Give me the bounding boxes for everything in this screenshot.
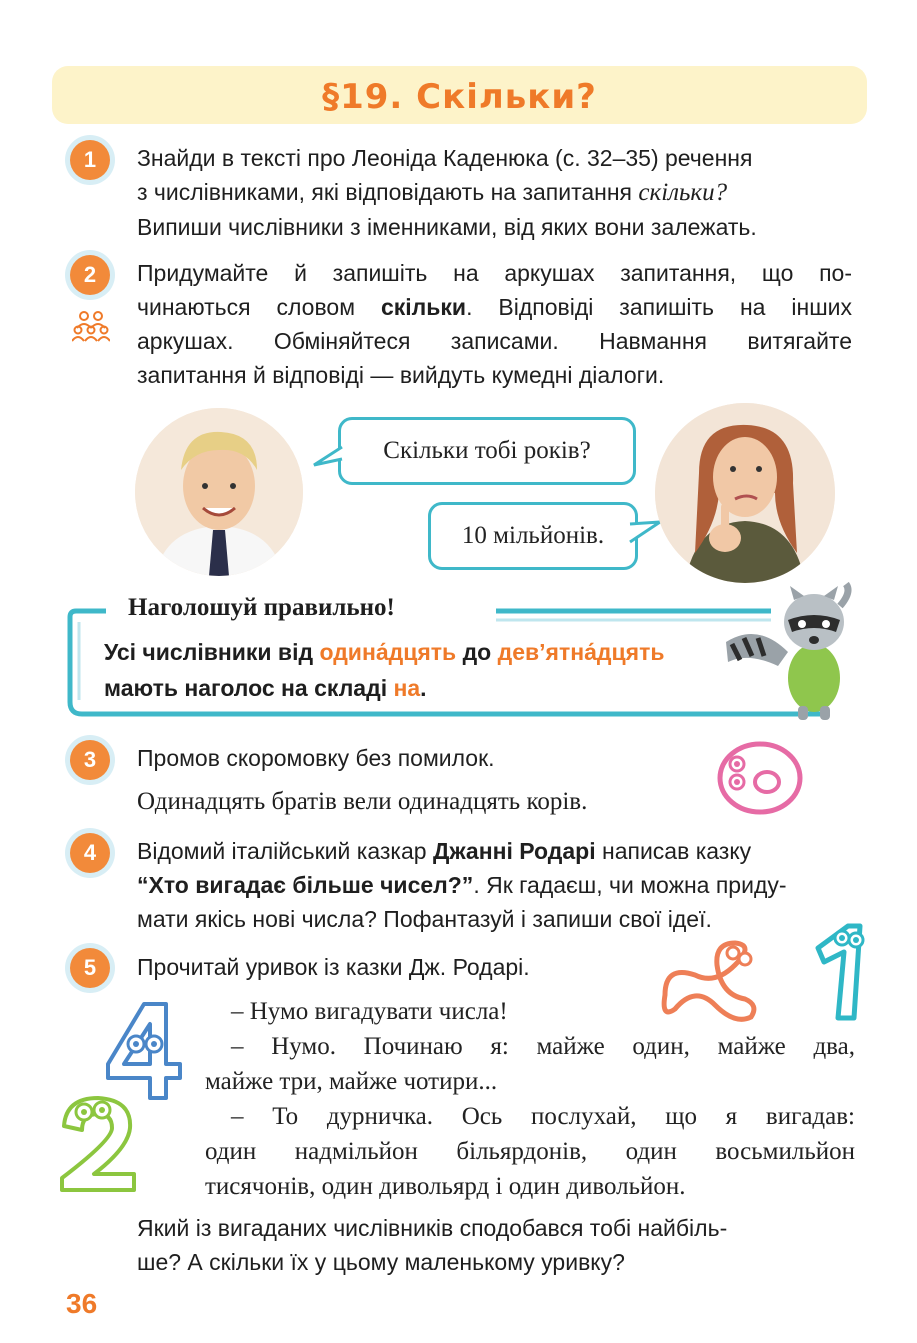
task-number-4: 4 [70,833,110,873]
task-number-2: 2 [70,255,110,295]
task-2-line: аркушах. Обміняйтеся записами. Навмання витягайте [137,328,852,354]
task-4-text [137,834,859,936]
excerpt-line: майже три, майже чотири... [205,1068,498,1095]
boy-photo [135,408,303,576]
speech-bubble-answer: 10 мільйонів. [428,502,638,570]
excerpt-line: – Нумо. Починаю я: майже один, майже два, [231,1033,855,1060]
task-1-line: Знайди в тексті про Леоніда Каденюка (с. 32–35) речення [137,145,753,171]
final-question-line: ше? А скільки їх у цьому маленькому уривку? [137,1249,625,1275]
speech-bubble-question: Скільки тобі років? [338,417,636,485]
girl-photo [655,403,835,583]
task-number-5: 5 [70,948,110,988]
excerpt-line: тисячонів, один дивольярд і один дивольйон. [205,1173,686,1200]
bubble-tail-right [628,520,662,546]
final-question-line: Який із вигаданих числівників сподобався тобі найбіль- [137,1215,728,1241]
task-1-line: Випиши числівники з іменниками, від яких вони залежать. [137,214,757,240]
task-4-line: мати якісь нові числа? Пофантазуй і запиши свої ідеї. [137,906,712,932]
excerpt-line: – Нумо вигадувати числа! [231,998,508,1025]
rule-text [104,634,724,706]
task-number-1: 1 [70,140,110,180]
story-excerpt [205,994,855,1204]
final-question [137,1211,857,1279]
page-title: §19. Скільки? [322,77,597,117]
task-3-instruction: Промов скоромовку без помилок. [137,745,495,771]
task-2-line: запитання й відповіді — вийдуть кумедні діалоги. [137,362,665,388]
rule-line: мають наголос на складі на. [104,675,427,701]
number-2-character [54,1092,142,1196]
task-4-line: Відомий італійський казкар Джанні Родарі написав казку [137,838,752,864]
number-0-character [715,738,805,818]
excerpt-line: – То дурничка. Ось послухай, що я вигадав: [231,1103,855,1130]
task-1-line: з числівниками, які відповідають на запитання скільки? [137,179,728,206]
task-number-3: 3 [70,740,110,780]
rule-line: Усі числівники від одина́дцять до дев’ятна́дцять [104,639,665,665]
bubble-tail-left [312,445,344,469]
page-number: 36 [66,1288,98,1319]
number-4-character [104,998,186,1104]
rule-title: Наголошуй правильно! [128,594,395,621]
group-work-icon [72,310,110,342]
task-1-text [137,141,857,244]
task-2-text [137,256,852,392]
excerpt-line: один надмільйон більярдонів, один восьмильйон [205,1138,855,1165]
title-bar [52,66,867,124]
tongue-twister: Одинадцять братів вели одинадцять корів. [137,788,588,815]
task-4-line: “Хто вигадає більше чисел?”. Як гадаєш, чи можна приду- [137,872,787,898]
task-2-line: чинаються словом скільки. Відповіді запишіть на інших [137,294,853,320]
raccoon-mascot [718,582,868,722]
task-2-line: Придумайте й запишіть на аркушах запитання, що по- [137,260,852,286]
task-5-instruction: Прочитай уривок із казки Дж. Родарі. [137,954,530,980]
